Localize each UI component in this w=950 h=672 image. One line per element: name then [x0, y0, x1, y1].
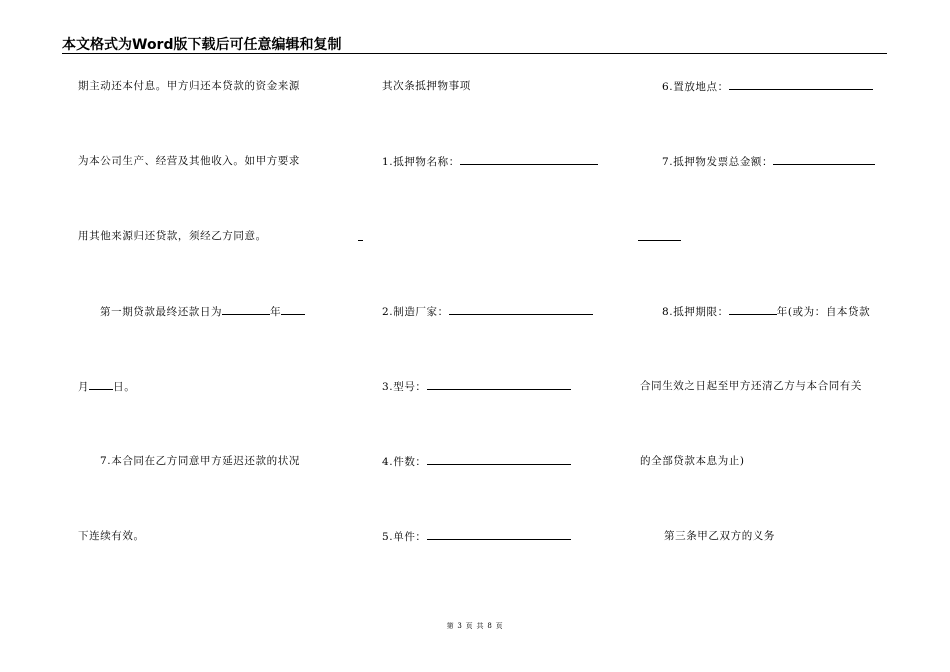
middle-text-line-5: [382, 454, 571, 469]
page-number-footer: 第 3 页 共 8 页: [446, 622, 504, 630]
mortgage-term-label: 8.抵押期限：: [662, 306, 729, 318]
middle-text-line-1: 其次条抵押物事项: [382, 80, 471, 92]
left-text-line-4: [100, 304, 305, 319]
mortgage-term-suffix: 年(或为：自本贷款: [776, 306, 871, 318]
middle-text-line-2: [382, 154, 598, 169]
invoice-total-blank: [773, 154, 875, 165]
manufacturer-blank: [449, 304, 593, 315]
month-unit: 月: [78, 381, 90, 393]
right-text-line-4: 合同生效之日起至甲方还清乙方与本合同有关: [640, 380, 862, 392]
right-text-line-3: [662, 304, 870, 319]
left-text-line-2: 为本公司生产、经营及其他收入。如甲方要求: [78, 155, 300, 167]
year-unit: 年: [270, 306, 282, 318]
mortgage-term-blank: [729, 304, 777, 315]
unit-price-blank: [427, 529, 571, 540]
model-blank: [427, 379, 571, 390]
right-text-line-6: 第三条甲乙双方的义务: [664, 530, 775, 542]
manufacturer-label: 2.制造厂家：: [382, 306, 449, 318]
left-text-line-1: 期主动还本付息。甲方归还本贷款的资金来源: [78, 80, 300, 92]
location-blank: [729, 79, 873, 90]
left-text-line-5: [78, 379, 135, 394]
collateral-name-label: 1.抵押物名称：: [382, 156, 460, 168]
model-label: 3.型号：: [382, 381, 427, 393]
quantity-label: 4.件数：: [382, 456, 427, 468]
middle-text-line-6: [382, 529, 571, 544]
collateral-name-blank: [460, 154, 598, 165]
right-text-line-5: 的全部贷款本息为止): [640, 455, 745, 467]
left-text-line-7: 下连续有效。: [78, 530, 145, 542]
document-header-title: 本文格式为Word版下载后可任意编辑和复制: [62, 37, 342, 53]
left-text-line-3: 用其他来源归还贷款，须经乙方同意。: [78, 230, 267, 242]
location-label: 6.置放地点：: [662, 81, 729, 93]
repayment-date-label: 第一期贷款最终还款日为: [100, 306, 223, 318]
repayment-month-blank-a: [281, 304, 305, 315]
left-text-line-6: 7.本合同在乙方同意甲方延迟还款的状况: [100, 455, 300, 467]
quantity-blank: [427, 454, 571, 465]
middle-text-line-3: [382, 304, 593, 319]
stray-underline-mark-1: [358, 240, 363, 241]
right-text-line-1: [662, 79, 873, 94]
header-divider: [62, 53, 887, 54]
invoice-total-label: 7.抵押物发票总金额：: [662, 156, 774, 168]
unit-price-label: 5.单件：: [382, 531, 427, 543]
repayment-day-blank: [89, 379, 113, 390]
right-text-line-2: [662, 154, 875, 169]
repayment-year-blank: [222, 304, 270, 315]
day-unit: 日。: [113, 381, 136, 393]
stray-underline-mark-2: [638, 240, 681, 241]
middle-text-line-4: [382, 379, 571, 394]
